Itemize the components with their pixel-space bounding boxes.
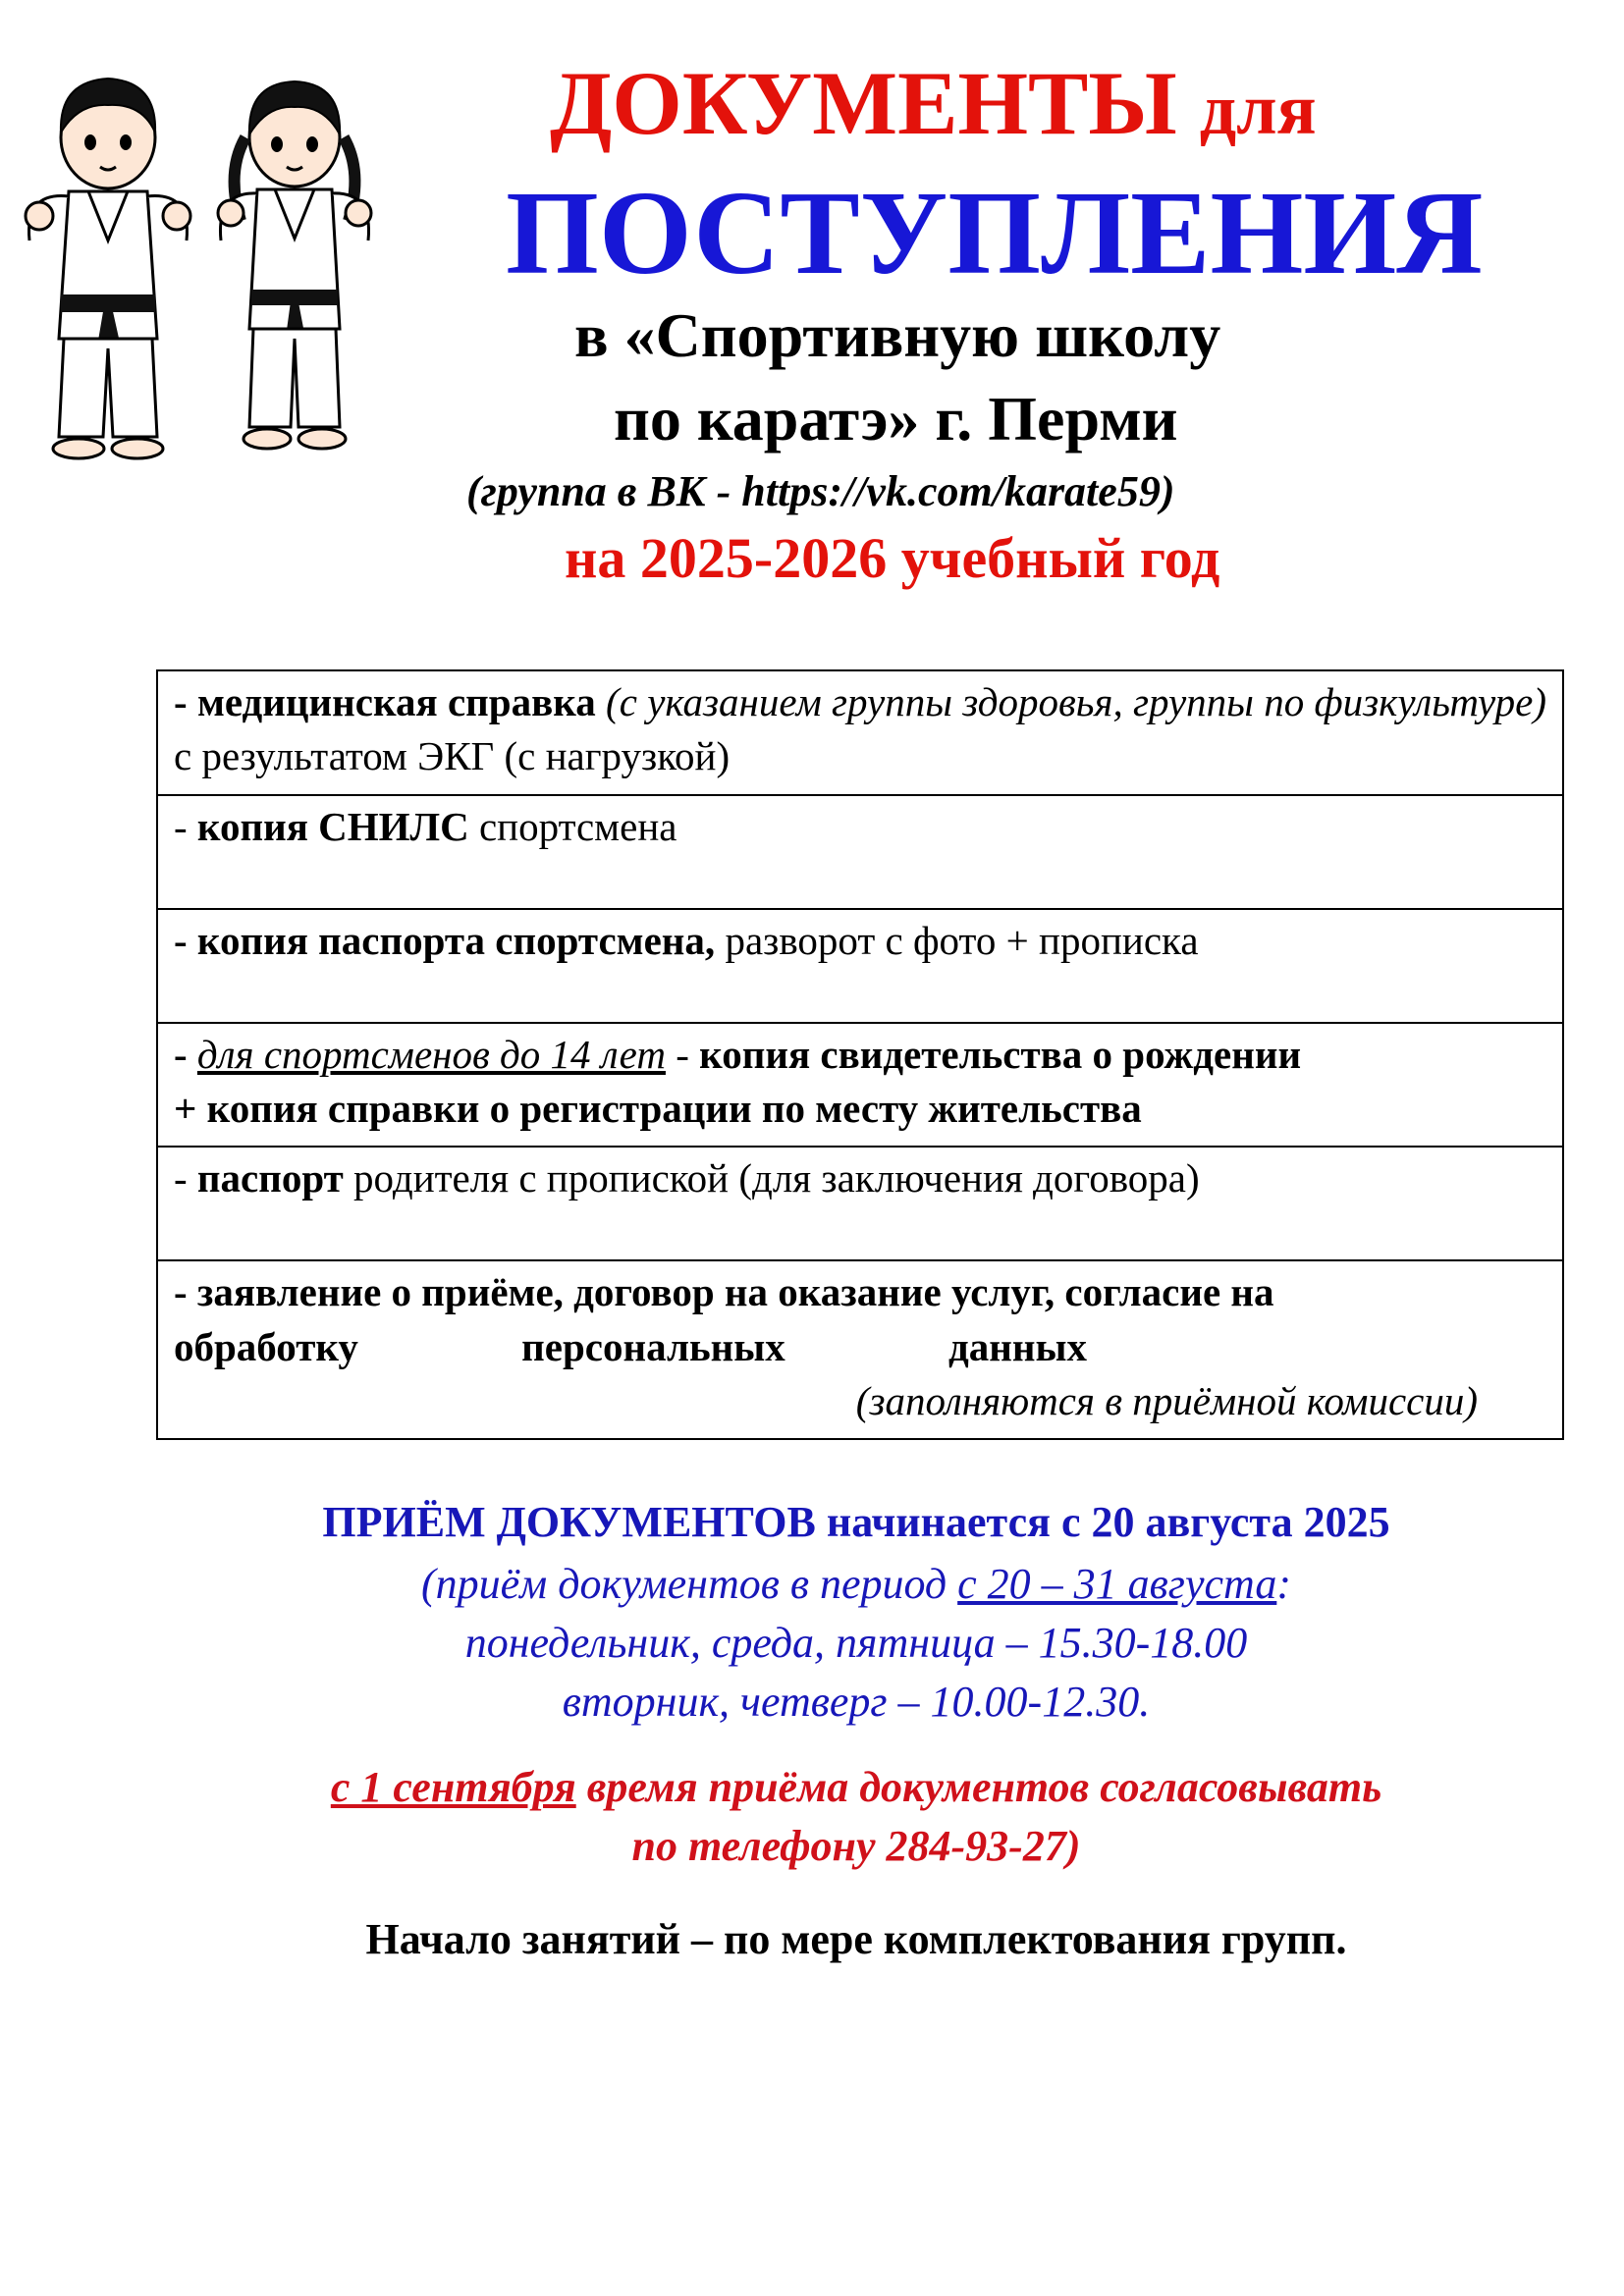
title-admission: ПОСТУПЛЕНИЯ: [506, 167, 1484, 299]
karate-kids-illustration: [10, 44, 403, 476]
september-rest: время приёма документов согласовывать: [586, 1763, 1382, 1811]
admission-period: [44, 1559, 1624, 1609]
doc-plain: спортсмена: [478, 803, 677, 849]
september-note: [44, 1762, 1624, 1812]
doc-parent-passport: [157, 1147, 1563, 1260]
doc-bold: - копия паспорта спортсмена,: [174, 917, 716, 963]
period-dates: с 20 – 31 августа: [957, 1560, 1277, 1608]
title-word-for: для: [1199, 70, 1317, 150]
doc-medical-certificate: [157, 670, 1563, 795]
doc-prefix: -: [174, 803, 188, 849]
girl-figure: [218, 81, 371, 449]
boy-figure: [26, 79, 190, 458]
doc-justified-line: [174, 1320, 1087, 1374]
doc-plain: разворот с фото + прописка: [725, 917, 1199, 963]
academic-year: на 2025-2026 учебный год: [565, 526, 1220, 590]
doc-italic: (с указанием группы здоровья, группы по физкультуре): [606, 679, 1547, 724]
admission-start: ПРИЁМ ДОКУМЕНТОВ начинается с 20 августа 2025: [322, 1498, 1390, 1546]
doc-snils: [157, 795, 1563, 909]
september-date: с 1 сентября: [330, 1763, 576, 1811]
doc-under-14-note: для спортсменов до 14 лет: [196, 1031, 666, 1077]
doc-bold: паспорт: [196, 1155, 344, 1201]
phone-note: по телефону 284-93-27): [631, 1822, 1081, 1870]
doc-dash: -: [676, 1031, 689, 1077]
doc-bold: - заявление о приёме, договор на оказание услуг, согласие на: [174, 1269, 1274, 1315]
doc-word: обработку: [174, 1323, 358, 1369]
doc-passport: [157, 909, 1563, 1023]
doc-prefix: -: [174, 1155, 188, 1201]
table-row: [157, 670, 1563, 795]
table-row: [157, 1147, 1563, 1260]
doc-bold: копия СНИЛС: [196, 803, 469, 849]
title-word-documents: ДОКУМЕНТЫ: [550, 53, 1177, 153]
classes-start: Начало занятий – по мере комплектования групп.: [365, 1915, 1347, 1963]
documents-table: [156, 669, 1564, 1440]
doc-application: [157, 1260, 1563, 1439]
table-row: [157, 1023, 1563, 1148]
vk-group-note: (группа в ВК - https://vk.com/karate59): [466, 467, 1175, 515]
period-prefix: (приём документов в период: [421, 1560, 947, 1608]
doc-bold: - медицинская справка: [174, 679, 596, 724]
table-row: [157, 909, 1563, 1023]
schedule-mon-wed-fri: понедельник, среда, пятница – 15.30-18.00: [464, 1619, 1248, 1667]
doc-plain: с результатом ЭКГ (с нагрузкой): [174, 733, 731, 779]
doc-word: персональных: [521, 1323, 785, 1369]
period-suffix: :: [1276, 1560, 1291, 1608]
subtitle-line2: по каратэ» г. Перми: [614, 384, 1178, 454]
doc-prefix: -: [174, 1031, 188, 1077]
doc-bold: + копия справки о регистрации по месту жительства: [174, 1086, 1142, 1132]
doc-word: данных: [948, 1323, 1087, 1369]
subtitle-line1: в «Спортивную школу: [574, 300, 1221, 370]
doc-birth-certificate: [157, 1023, 1563, 1148]
title-documents: [550, 51, 1434, 155]
doc-bold: копия свидетельства о рождении: [699, 1031, 1302, 1077]
table-row: [157, 795, 1563, 909]
doc-plain: родителя с пропиской (для заключения договора): [353, 1155, 1200, 1201]
table-row: [157, 1260, 1563, 1439]
doc-filled-note: (заполняются в приёмной комиссии): [855, 1378, 1478, 1424]
schedule-tue-thu: вторник, четверг – 10.00-12.30.: [562, 1678, 1151, 1726]
